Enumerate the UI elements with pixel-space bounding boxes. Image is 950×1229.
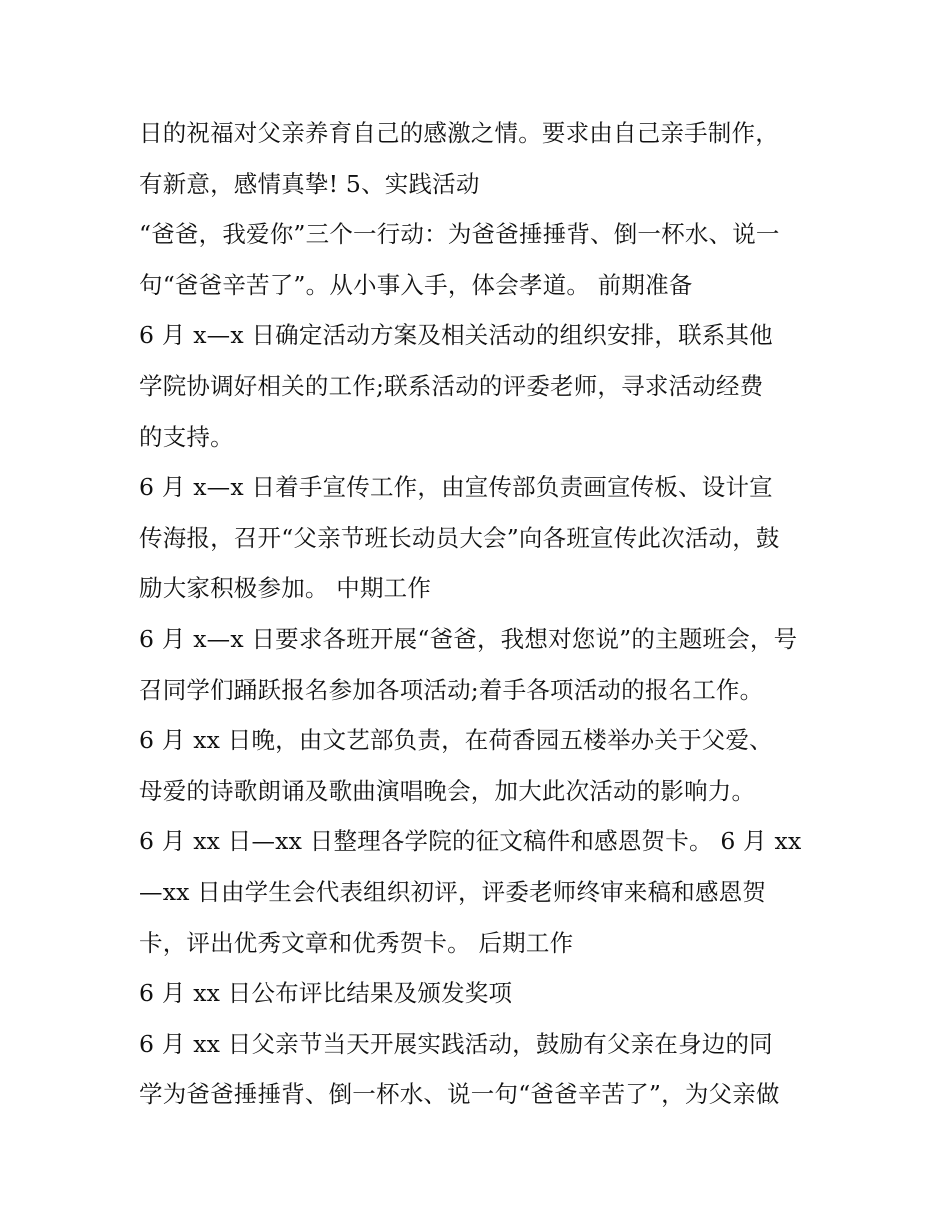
text-line: 的支持。 — [139, 422, 234, 451]
text-line: 6 月 x—x 日确定活动方案及相关活动的组织安排，联系其他 — [139, 321, 773, 350]
text-line: 句“爸爸辛苦了”。从小事入手，体会孝道。 前期准备 — [139, 270, 693, 299]
text-line: 6 月 xx 日晚，由文艺部负责，在荷香园五楼举办关于父爱、 — [139, 726, 773, 755]
text-line: 励大家积极参加。 中期工作 — [139, 574, 432, 603]
text-line: 母爱的诗歌朗诵及歌曲演唱晚会，加大此次活动的影响力。 — [139, 776, 756, 805]
text-line: “爸爸，我爱你”三个一行动：为爸爸捶捶背、倒一杯水、说一 — [139, 220, 780, 249]
text-line: 6 月 xx 日父亲节当天开展实践活动，鼓励有父亲在身边的同 — [139, 1029, 773, 1058]
text-line: 6 月 x—x 日着手宣传工作，由宣传部负责画宣传板、设计宣 — [139, 473, 773, 502]
document-body — [139, 108, 829, 1120]
text-line: 学院协调好相关的工作;联系活动的评委老师，寻求活动经费 — [139, 371, 764, 400]
text-line: 6 月 xx 日—xx 日整理各学院的征文稿件和感恩贺卡。 6 月 xx — [139, 827, 802, 856]
text-line: 日的祝福对父亲养育自己的感激之情。要求由自己亲手制作， — [139, 119, 779, 147]
text-line: 召同学们踊跃报名参加各项活动;着手各项活动的报名工作。 — [139, 675, 764, 704]
text-line: 学为爸爸捶捶背、倒一杯水、说一句“爸爸辛苦了”，为父亲做 — [139, 1080, 780, 1109]
text-line: —xx 日由学生会代表组织初评，评委老师终审来稿和感恩贺 — [139, 877, 767, 906]
text-line: 传海报，召开“父亲节班长动员大会”向各班宣传此次活动，鼓 — [139, 523, 780, 552]
text-line: 卡，评出优秀文章和优秀贺卡。 后期工作 — [139, 928, 574, 957]
text-line: 6 月 x—x 日要求各班开展“爸爸，我想对您说”的主题班会，号 — [139, 624, 798, 653]
text-line: 6 月 xx 日公布评比结果及颁发奖项 — [139, 979, 513, 1008]
text-line: 有新意，感情真挚! 5、实践活动 — [139, 169, 480, 198]
